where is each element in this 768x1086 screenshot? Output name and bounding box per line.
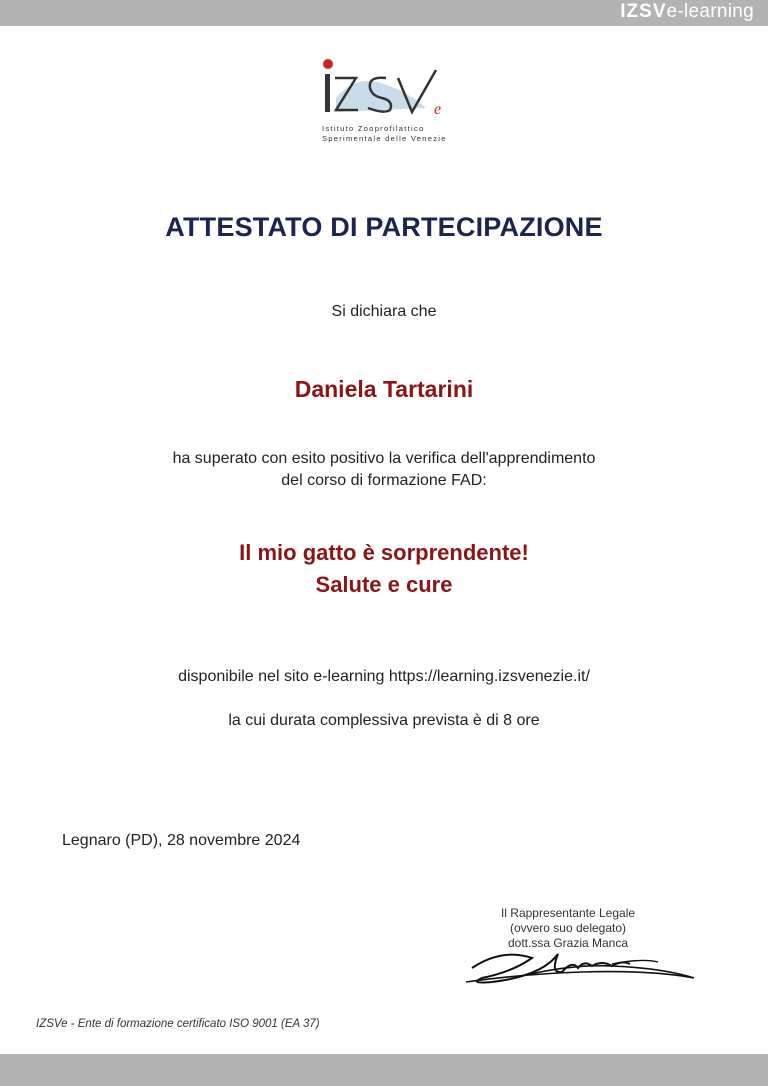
place-date: Legnaro (PD), 28 novembre 2024 xyxy=(62,832,301,849)
statement-line-2: del corso di formazione FAD: xyxy=(281,472,487,489)
bottom-banner xyxy=(0,1054,768,1086)
signatory-name: dott.ssa Grazia Manca xyxy=(507,936,629,950)
certificate-title: ATTESTATO DI PARTECIPAZIONE xyxy=(165,212,603,242)
availability-text: disponibile nel sito e-learning https://learning.izsvenezie.it/ xyxy=(178,668,590,685)
signatory-delegate: (ovvero suo delegato) xyxy=(509,921,627,935)
top-banner xyxy=(0,0,768,26)
course-title-line-1: Il mio gatto è sorprendente! xyxy=(239,540,529,565)
duration-text: la cui durata complessiva prevista è di 8 ore xyxy=(228,712,540,729)
certification-note: IZSVe - Ente di formazione certificato ISO 9001 (EA 37) xyxy=(36,1018,320,1030)
brand-wordmark: IZSVe-learning xyxy=(620,1,754,22)
logo-line-1: Istituto Zooprofilattico xyxy=(322,124,425,133)
logo-line-2: Sperimentale delle Venezie xyxy=(322,134,447,143)
participant-name: Daniela Tartarini xyxy=(294,376,474,402)
statement-line-1: ha superato con esito positivo la verifica dell'apprendimento xyxy=(172,450,596,467)
signatory-role: Il Rappresentante Legale xyxy=(500,906,636,920)
handwritten-signature xyxy=(462,938,698,990)
svg-text:e: e xyxy=(434,101,442,118)
course-title-line-2: Salute e cure xyxy=(315,572,453,597)
intro-text: Si dichiara che xyxy=(331,303,437,320)
